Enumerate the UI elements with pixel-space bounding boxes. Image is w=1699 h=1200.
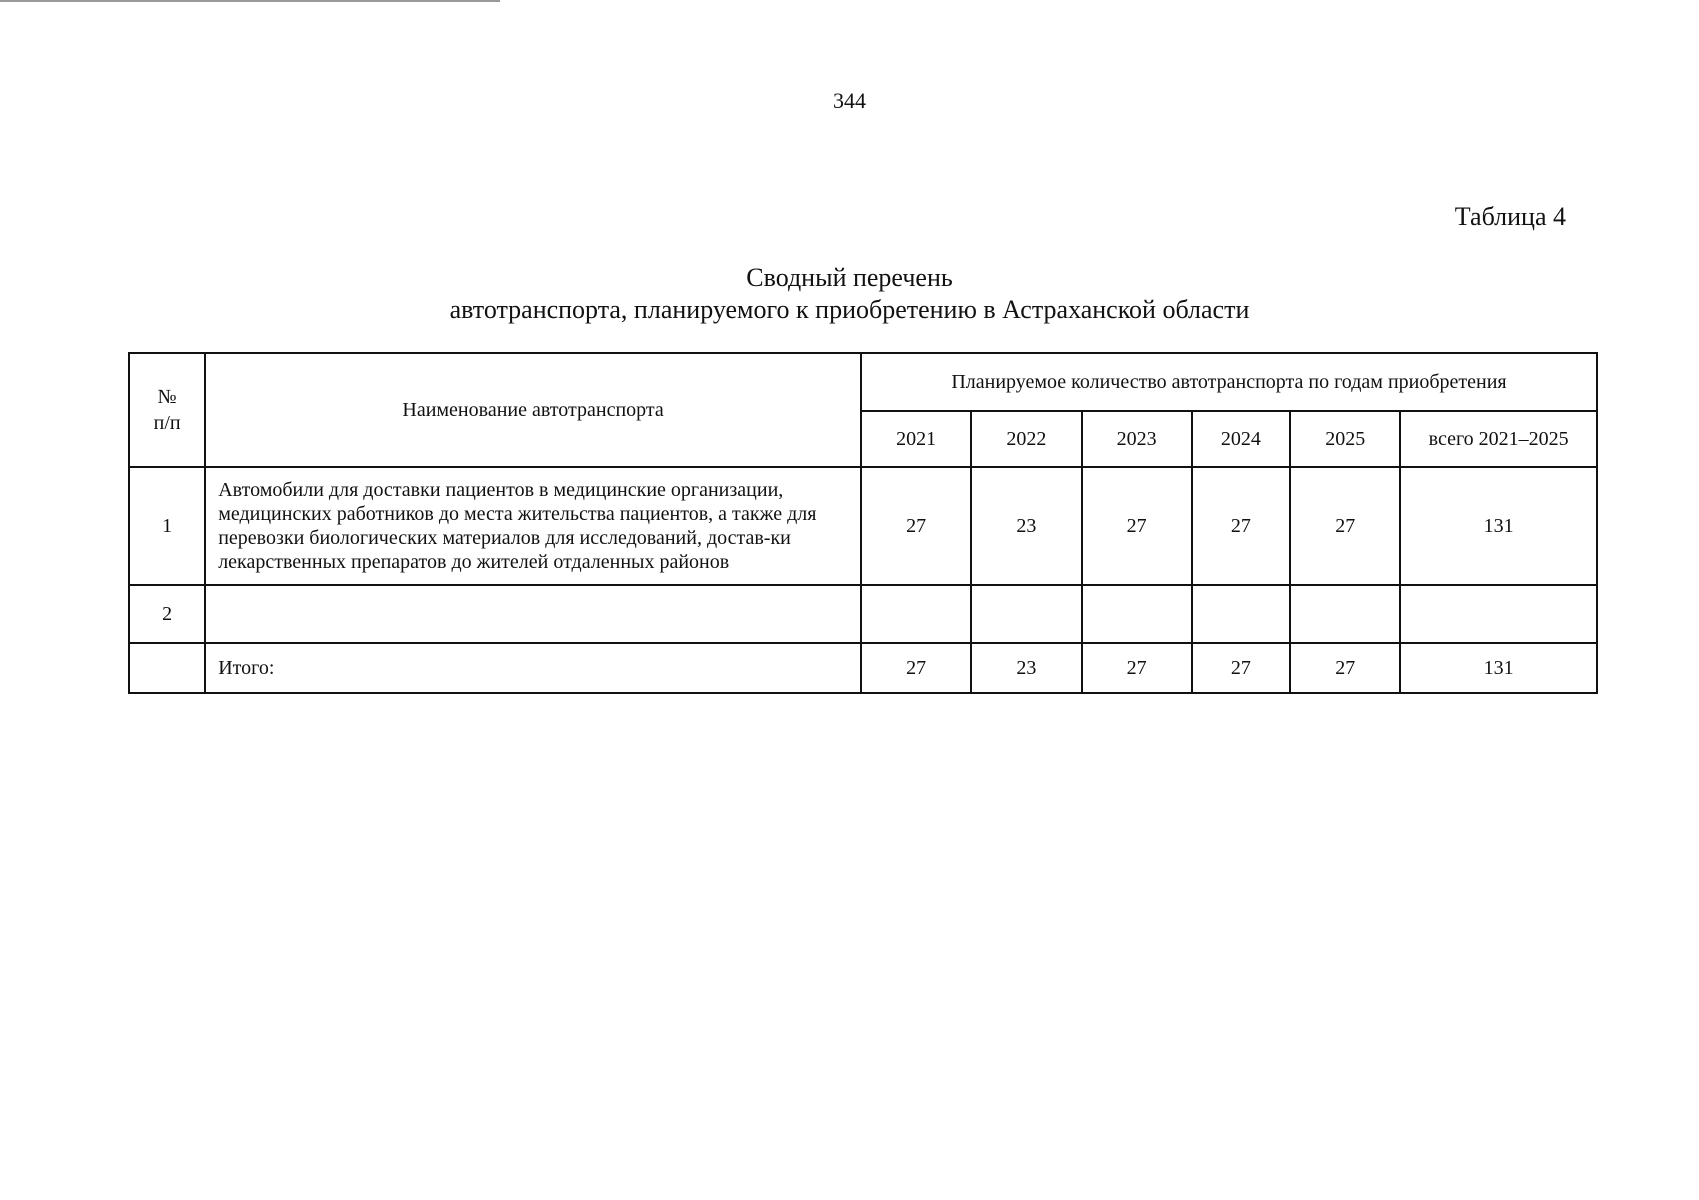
header-year-2024: 2024 bbox=[1192, 411, 1290, 467]
row-value-2022: 23 bbox=[971, 467, 1081, 585]
header-year-2023: 2023 bbox=[1082, 411, 1192, 467]
row-value-2023: 27 bbox=[1082, 467, 1192, 585]
document-title bbox=[0, 262, 1699, 326]
row-value-2023 bbox=[1082, 585, 1192, 643]
summary-value-2022: 23 bbox=[971, 643, 1081, 693]
table-row bbox=[129, 585, 1597, 643]
header-name: Наименование автотранспорта bbox=[205, 353, 861, 467]
header-total: всего 2021–2025 bbox=[1400, 411, 1597, 467]
table-header-row bbox=[129, 353, 1597, 411]
row-vehicle-name bbox=[205, 585, 861, 643]
row-number: 2 bbox=[129, 585, 205, 643]
summary-value-2021: 27 bbox=[861, 643, 971, 693]
scan-edge-line bbox=[0, 0, 500, 2]
summary-value-2023: 27 bbox=[1082, 643, 1192, 693]
row-value-2024: 27 bbox=[1192, 467, 1290, 585]
page-number: 344 bbox=[833, 88, 866, 113]
row-value-2022 bbox=[971, 585, 1081, 643]
header-planned-group: Планируемое количество автотранспорта по годам приобретения bbox=[861, 353, 1597, 411]
row-value-2021 bbox=[861, 585, 971, 643]
header-year-2021: 2021 bbox=[861, 411, 971, 467]
summary-total: 131 bbox=[1400, 643, 1597, 693]
document-title-line-2: автотранспорта, планируемого к приобретению в Астраханской области bbox=[449, 295, 1250, 324]
header-number-abbr: п/п bbox=[153, 412, 181, 434]
table-row bbox=[129, 467, 1597, 585]
table-caption: Таблица 4 bbox=[1454, 202, 1566, 231]
summary-number bbox=[129, 643, 205, 693]
header-year-2025: 2025 bbox=[1290, 411, 1400, 467]
row-total: 131 bbox=[1400, 467, 1597, 585]
summary-value-2025: 27 bbox=[1290, 643, 1400, 693]
header-number bbox=[129, 353, 205, 467]
header-year-2022: 2022 bbox=[971, 411, 1081, 467]
summary-row bbox=[129, 643, 1597, 693]
header-number-symbol: № bbox=[157, 386, 177, 408]
row-vehicle-name: Автомобили для доставки пациентов в медицинские организации, медицинских работников до места жительства пациентов, а также для перевозки биологических материалов для исследований, достав-ки лекарственных препаратов до жителей отдаленных районов bbox=[205, 467, 861, 585]
summary-value-2024: 27 bbox=[1192, 643, 1290, 693]
summary-label: Итого: bbox=[205, 643, 861, 693]
vehicle-summary-table bbox=[128, 352, 1598, 694]
row-value-2024 bbox=[1192, 585, 1290, 643]
row-value-2025 bbox=[1290, 585, 1400, 643]
row-value-2021: 27 bbox=[861, 467, 971, 585]
row-total bbox=[1400, 585, 1597, 643]
row-value-2025: 27 bbox=[1290, 467, 1400, 585]
row-number: 1 bbox=[129, 467, 205, 585]
document-title-line-1: Сводный перечень bbox=[746, 263, 953, 292]
